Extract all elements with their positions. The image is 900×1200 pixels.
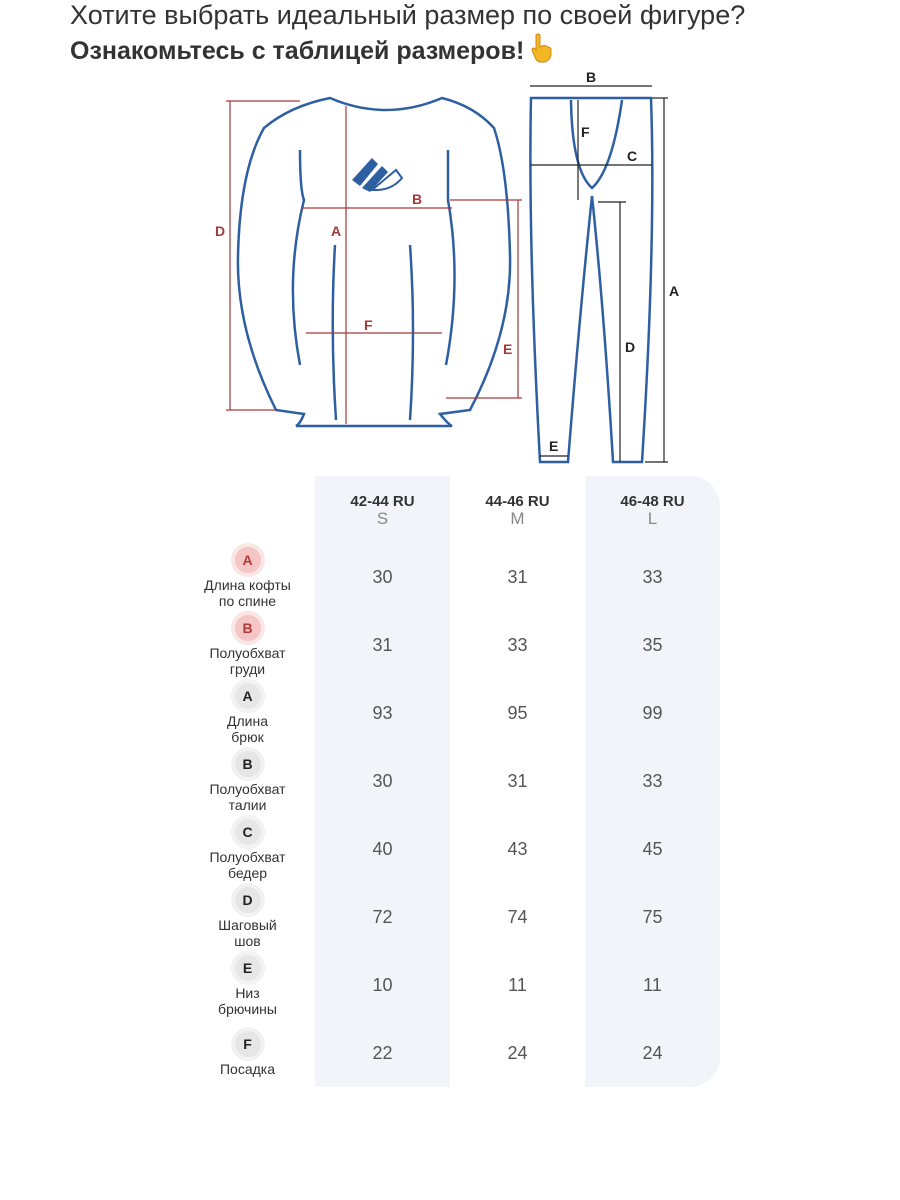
row-label-line2: брючины	[218, 1001, 277, 1017]
row-label-line1: Низ	[235, 985, 260, 1001]
table-cell: 95	[507, 703, 528, 723]
table-cell: 40	[372, 839, 393, 859]
row-label-pants-length	[190, 683, 305, 745]
intro-heading	[70, 0, 890, 76]
table-cell: 33	[642, 567, 663, 587]
row-label-line1: Посадка	[219, 1061, 276, 1077]
badge-f-pants: F	[235, 1031, 261, 1057]
table-cell: 11	[643, 975, 662, 995]
row-label-inseam	[190, 887, 305, 949]
row-label-line1: Длина	[227, 713, 268, 729]
table-cell: 24	[507, 1043, 528, 1063]
size-diagram	[0, 69, 900, 475]
column-header-s	[315, 492, 450, 526]
table-cell: 31	[507, 567, 528, 587]
table-cell: 33	[507, 635, 528, 655]
pants-label-f: F	[581, 124, 590, 140]
table-cell: 10	[372, 975, 393, 995]
table-cell: 72	[372, 907, 393, 927]
table-cell: 35	[642, 635, 663, 655]
table-cell: 31	[372, 635, 393, 655]
row-label-waist	[190, 751, 305, 813]
column-letter-size: L	[647, 509, 658, 528]
table-cell: 33	[642, 771, 663, 791]
row-label-line1: Длина кофты	[204, 577, 291, 593]
badge-e-pants: E	[235, 955, 261, 981]
table-cell: 93	[372, 703, 393, 723]
intro-question: Хотите выбрать идеальный размер по своей фигуре?	[70, 0, 746, 30]
table-cell: 43	[507, 839, 528, 859]
pants-label-a: A	[669, 283, 680, 299]
table-cell: 22	[372, 1043, 393, 1063]
top-inner-seam-right	[446, 150, 455, 365]
row-label-top-length	[190, 547, 305, 609]
table-cell: 45	[642, 839, 663, 859]
column-header-m	[450, 492, 585, 526]
top-label-f: F	[364, 317, 373, 333]
pants-label-d: D	[625, 339, 636, 355]
table-cell: 99	[642, 703, 663, 723]
badge-b-top: B	[235, 615, 261, 641]
table-cell: 24	[642, 1043, 663, 1063]
row-label-line1: Полуобхват	[209, 645, 286, 661]
column-ru-size: 44-46 RU	[485, 493, 550, 510]
pants-label-c: C	[627, 148, 638, 164]
top-label-d: D	[215, 223, 226, 239]
badge-a-pants: A	[235, 683, 261, 709]
row-label-line2: талии	[228, 797, 267, 813]
table-cell: 11	[508, 975, 527, 995]
top-measurements	[226, 101, 522, 424]
pants-measure-labels	[549, 69, 679, 454]
row-label-line2: брюк	[231, 729, 264, 745]
intro-call-to-action	[70, 30, 890, 76]
row-label-line2: груди	[229, 661, 266, 677]
top-inner-seam-left	[293, 150, 304, 365]
table-cell: 75	[642, 907, 663, 927]
column-header-l	[585, 492, 720, 526]
row-label-line1: Полуобхват	[209, 849, 286, 865]
column-ru-size: 46-48 RU	[620, 493, 685, 510]
pointing-down-hand-icon	[530, 33, 554, 76]
brand-logo	[352, 158, 402, 192]
column-letter-size: M	[510, 509, 525, 528]
pants-label-b: B	[586, 69, 597, 85]
pants-label-e: E	[549, 438, 559, 454]
top-label-a: A	[331, 223, 342, 239]
table-cell: 30	[372, 567, 393, 587]
badge-c-pants: C	[235, 819, 261, 845]
column-letter-size: S	[376, 509, 389, 528]
intro-cta-text: Ознакомьтесь с таблицей размеров!	[70, 37, 525, 65]
table-cell: 74	[507, 907, 528, 927]
top-outline	[238, 98, 513, 426]
column-ru-size: 42-44 RU	[350, 493, 415, 510]
top-label-e: E	[503, 341, 513, 357]
top-measure-labels	[215, 191, 512, 357]
row-label-line2: по спине	[218, 593, 277, 609]
row-label-rise	[190, 1031, 305, 1077]
row-label-line2: шов	[234, 933, 261, 949]
table-cell: 30	[372, 771, 393, 791]
row-label-leg-opening	[190, 955, 305, 1017]
badge-d-pants: D	[235, 887, 261, 913]
table-cell: 31	[507, 771, 528, 791]
row-label-line1: Шаговый	[218, 917, 277, 933]
badge-a-top: A	[235, 547, 261, 573]
top-label-b: B	[412, 191, 423, 207]
row-label-line1: Полуобхват	[209, 781, 286, 797]
top-garment	[238, 98, 513, 426]
pants-gusset	[571, 100, 622, 188]
row-label-chest	[190, 615, 305, 677]
row-label-hips	[190, 819, 305, 881]
badge-b-pants: B	[235, 751, 261, 777]
row-label-line2: бедер	[227, 865, 268, 881]
